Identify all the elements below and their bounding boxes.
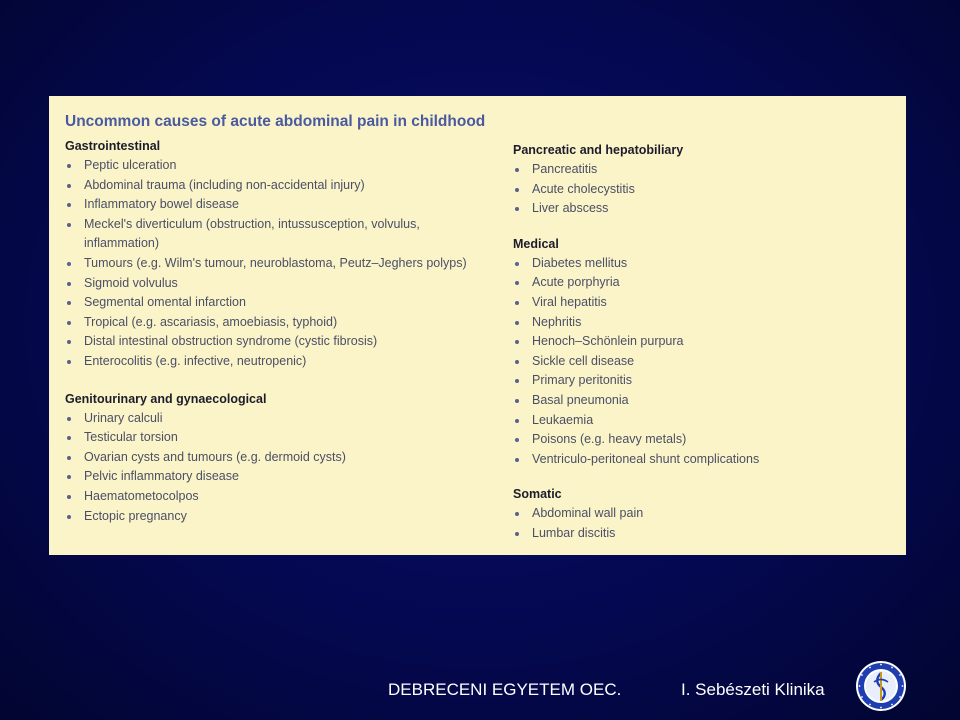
list-item: Tumours (e.g. Wilm's tumour, neuroblastoma, Peutz–Jeghers polyps): [65, 254, 475, 274]
list-item: Ectopic pregnancy: [65, 507, 475, 527]
list-item: Basal pneumonia: [513, 391, 903, 411]
section-heading: Medical: [513, 236, 559, 251]
list-item: Sickle cell disease: [513, 352, 903, 372]
section-heading: Somatic: [513, 487, 562, 502]
list-item: Diabetes mellitus: [513, 254, 903, 274]
list-item: Liver abscess: [513, 199, 903, 219]
right-column: [513, 140, 903, 544]
list-item: Urinary calculi: [65, 409, 475, 429]
footer-clinic: I. Sebészeti Klinika: [681, 680, 825, 699]
section-heading: Genitourinary and gynaecological: [65, 391, 267, 406]
list-item: Henoch–Schönlein purpura: [513, 332, 903, 352]
list-item: Primary peritonitis: [513, 371, 903, 391]
list-item: Pelvic inflammatory disease: [65, 467, 475, 487]
list-item: Ovarian cysts and tumours (e.g. dermoid cysts): [65, 448, 475, 468]
list-item: Tropical (e.g. ascariasis, amoebiasis, typhoid): [65, 313, 475, 333]
item-list: [65, 409, 475, 527]
list-item: Pancreatitis: [513, 160, 903, 180]
list-item: Haematometocolpos: [65, 487, 475, 507]
section-heading: Gastrointestinal: [65, 139, 161, 153]
list-item: Lumbar discitis: [513, 524, 903, 544]
item-list: [513, 254, 903, 470]
list-item: Meckel's diverticulum (obstruction, intussusception, volvulus, inflammation): [65, 215, 475, 254]
list-item: Acute porphyria: [513, 273, 903, 293]
list-item: Abdominal trauma (including non-accidental injury): [65, 176, 475, 196]
list-item: Viral hepatitis: [513, 293, 903, 313]
section-somatic: [513, 484, 903, 543]
list-item: Abdominal wall pain: [513, 504, 903, 524]
left-column: [65, 136, 475, 526]
item-list: [65, 156, 475, 372]
list-item: Sigmoid volvulus: [65, 274, 475, 294]
section-gastrointestinal: [65, 136, 475, 372]
section-genitourinary: [65, 389, 475, 527]
list-item: Nephritis: [513, 313, 903, 333]
list-item: Leukaemia: [513, 411, 903, 431]
list-item: Inflammatory bowel disease: [65, 195, 475, 215]
list-item: Distal intestinal obstruction syndrome (cystic fibrosis): [65, 332, 475, 352]
section-heading: Pancreatic and hepatobiliary: [513, 143, 684, 157]
list-item: Segmental omental infarction: [65, 293, 475, 313]
section-pancreatic: [513, 140, 903, 219]
table-panel: [49, 96, 906, 555]
item-list: [513, 160, 903, 219]
list-item: Acute cholecystitis: [513, 180, 903, 200]
page-title: Uncommon causes of acute abdominal pain in childhood: [65, 113, 486, 130]
item-list: [513, 504, 903, 543]
section-medical: [513, 234, 903, 470]
list-item: Enterocolitis (e.g. infective, neutropenic): [65, 352, 475, 372]
list-item: Peptic ulceration: [65, 156, 475, 176]
list-item: Testicular torsion: [65, 428, 475, 448]
footer-university: DEBRECENI EGYETEM OEC.: [388, 680, 622, 699]
list-item: Ventriculo-peritoneal shunt complications: [513, 450, 903, 470]
university-seal-icon: [855, 660, 907, 712]
list-item: Poisons (e.g. heavy metals): [513, 430, 903, 450]
